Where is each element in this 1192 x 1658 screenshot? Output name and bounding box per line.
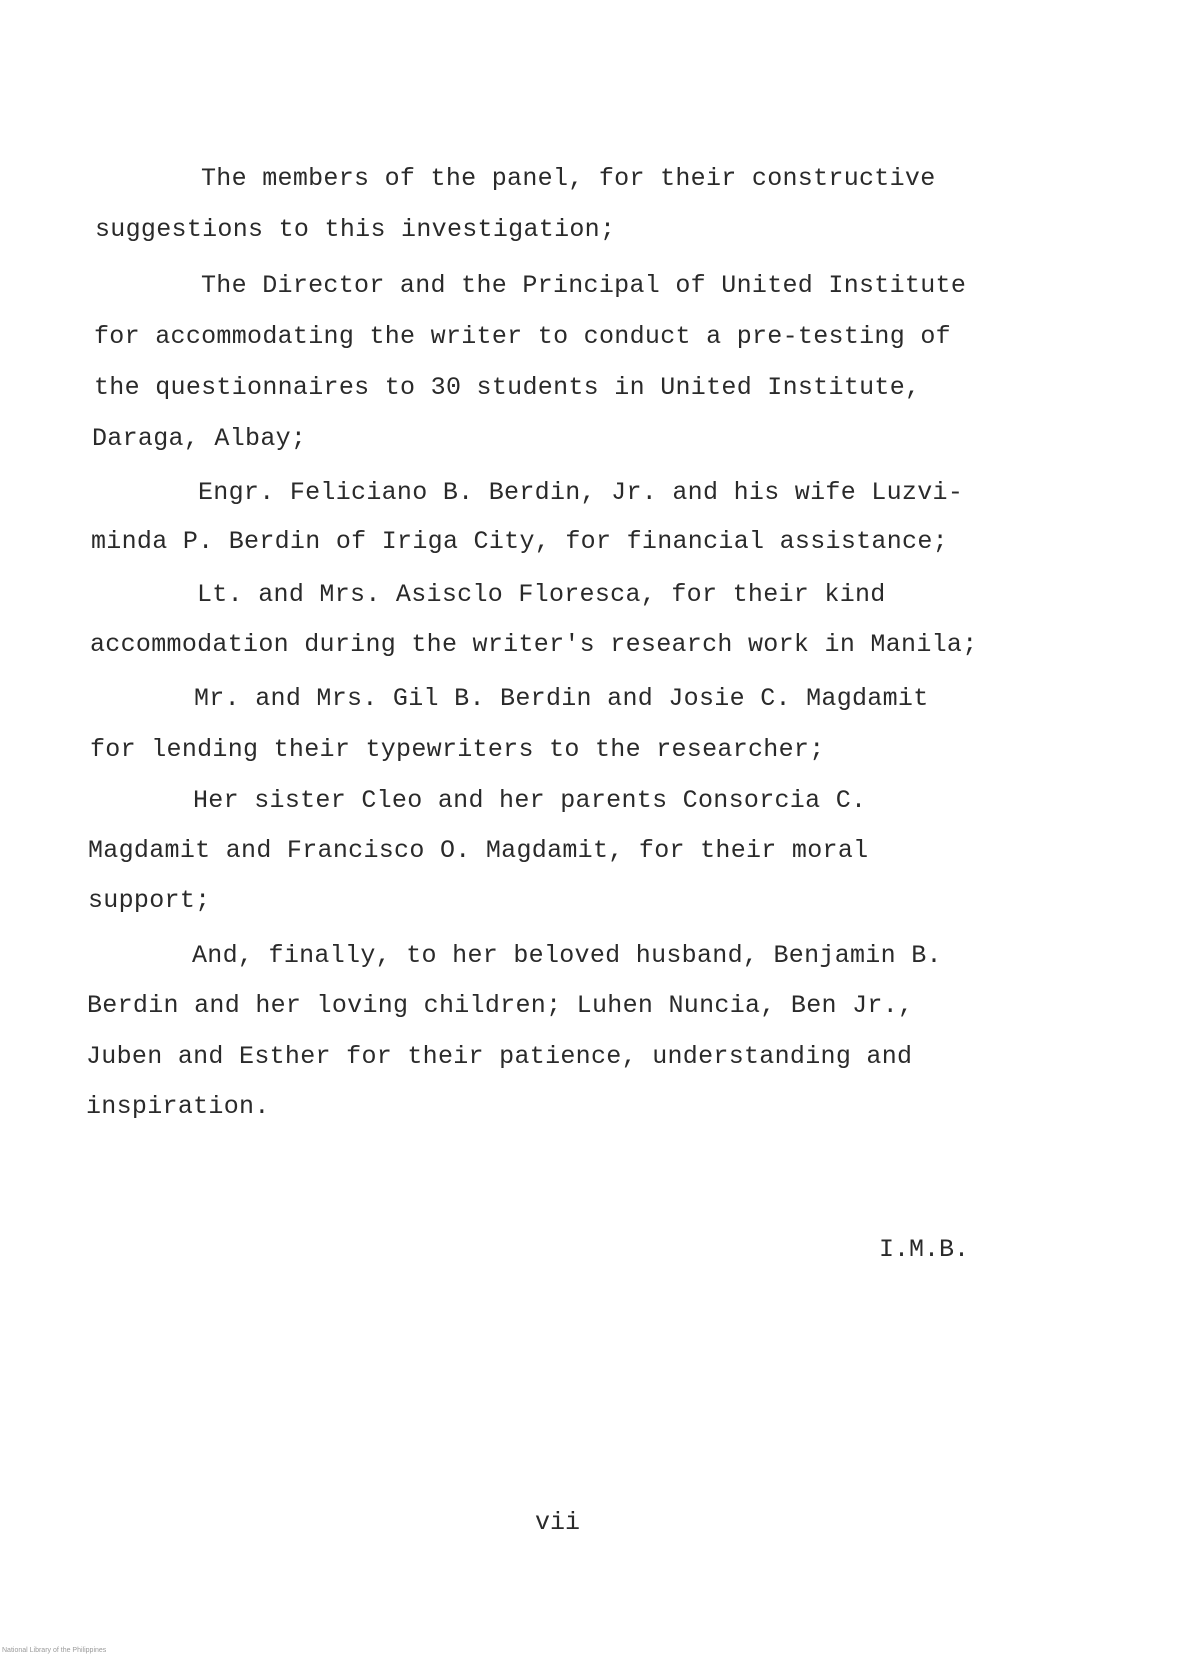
text-line: The Director and the Principal of United Institute: [201, 271, 967, 300]
text-line: Daraga, Albay;: [92, 424, 307, 453]
text-line: The members of the panel, for their constructive: [201, 164, 936, 193]
text-line: Engr. Feliciano B. Berdin, Jr. and his wife Luzvi-: [198, 478, 964, 507]
text-line: for lending their typewriters to the researcher;: [90, 735, 825, 764]
text-line: accommodation during the writer's research work in Manila;: [90, 630, 978, 659]
text-line: Her sister Cleo and her parents Consorcia C.: [193, 786, 867, 815]
text-line: And, finally, to her beloved husband, Benjamin B.: [192, 941, 942, 970]
text-line: minda P. Berdin of Iriga City, for financial assistance;: [91, 527, 948, 556]
text-line: inspiration.: [86, 1092, 270, 1121]
text-line: support;: [88, 886, 211, 915]
scan-footer-watermark: National Library of the Philippines: [2, 1647, 107, 1654]
text-line: Berdin and her loving children; Luhen Nuncia, Ben Jr.,: [87, 991, 914, 1020]
page-number: vii: [535, 1508, 581, 1537]
text-line: Mr. and Mrs. Gil B. Berdin and Josie C. Magdamit: [194, 684, 929, 713]
text-line: the questionnaires to 30 students in United Institute,: [94, 373, 921, 402]
text-line: Lt. and Mrs. Asisclo Floresca, for their kind: [197, 580, 886, 609]
author-initials: I.M.B.: [879, 1235, 970, 1264]
text-line: Juben and Esther for their patience, understanding and: [86, 1042, 913, 1071]
text-line: for accommodating the writer to conduct a pre-testing of: [94, 322, 951, 351]
text-line: Magdamit and Francisco O. Magdamit, for their moral: [88, 836, 869, 865]
text-line: suggestions to this investigation;: [95, 215, 616, 244]
